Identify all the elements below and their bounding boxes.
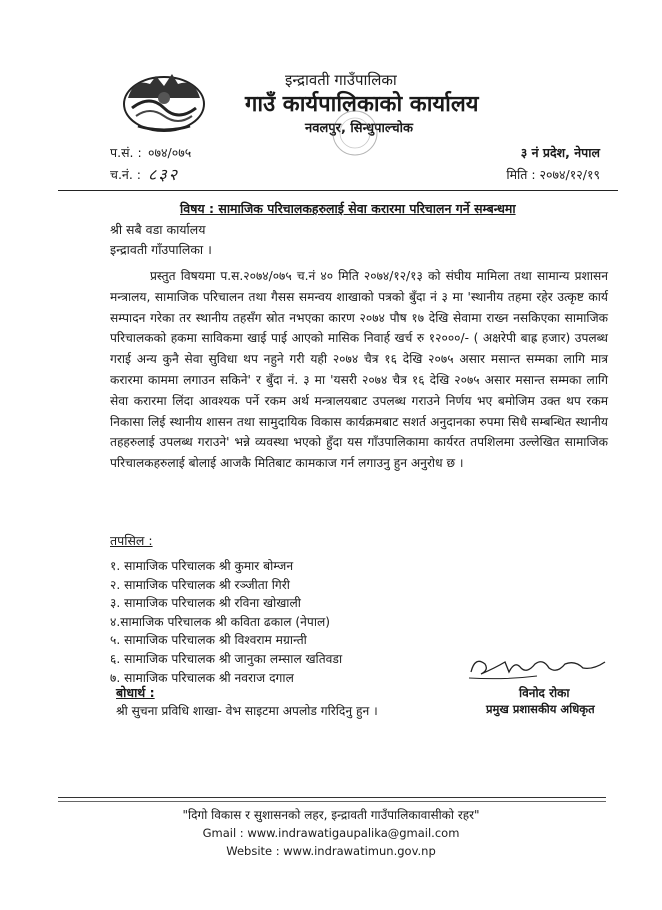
office-name: गाउँ कार्यपालिकाको कार्यालय (245, 92, 479, 117)
list-item: ५. सामाजिक परिचालक श्री विश्वराम मग्रान्ती (110, 633, 307, 648)
province-label: ३ नं प्रदेश, नेपाल (520, 145, 600, 160)
office-stamp (330, 108, 380, 158)
recipient-line-2: इन्द्रावती गाँउपालिका । (110, 242, 212, 257)
recipient-address (110, 220, 212, 260)
signatory-title: प्रमुख प्रशासकीय अधिकृत (486, 702, 595, 716)
letter-body: प्रस्तुत विषयमा प.स.२०७४/०७५ च.नं ४० मिति २०७४/१२/१३ को संघीय मामिला तथा सामान्य प्रशासन मन्त्रालय, सामाजिक परिचालन तथा गैसस समन्वय शाखाको पत्रको बुँदा नं ३ मा 'स्थानीय तहमा रहेर उत्कृष्ट कार्य सम्पादन गरेका तर स्थानीय तहसँग स्रोत नभएका कारण २०७४ पौष १७ देखि सेवामा राख्न नसकिएका सामाजिक परिचालकको हकमा साविकमा खाई पाई आएको मासिक निवार्ह खर्च रु १२०००/- ( अक्षरेपी बाह्र हजार) उपलब्ध गराई अन्य कुनै सेवा सुविधा थप नहुने गरी यही २०७४ चैत्र १६ देखि २०७५ असार मसान्त सम्मका लागि मात्र करारमा काममा लगाउन सकिने' र बुँदा नं. ३ मा 'यसरी २०७४ चैत्र १६ देखि २०७५ असार मसान्त सम्मका लागि सेवा करारमा लिंदा आवश्यक पर्ने रकम अर्थ मन्त्रालयबाट उपलब्ध गराउने निर्णय भए बमोजिम उक्त थप रकम निकासा लिई स्थानीय शासन तथा सामुदायिक विकास कार्यक्रमबाट सशर्त अनुदानका रुपमा सिधै सम्बन्धित स्थानीय तहहरुलाई उपलब्ध गराउने' भन्ने व्यवस्था भएको हुँदा यस गाँउपालिकामा कार्यरत तपशिलमा उल्लेखित सामाजिक परिचालकहरुलाई बोलाई आजकै मितिबाट कामकाज गर्न लगाउनु हुन अनुरोध छ । (110, 269, 608, 471)
header-divider (58, 190, 618, 191)
organization-name: इन्द्रावती गाउँपालिका (285, 71, 397, 89)
list-item: १. सामाजिक परिचालक श्री कुमार बोम्जन (110, 559, 294, 573)
tapsil-heading: तपसिल : (110, 533, 153, 548)
bodhartha-text: श्री सुचना प्रविधि शाखा- वेभ साइटमा अपलोड गरिदिनु हुन । (116, 704, 378, 718)
reference-block (110, 142, 191, 186)
list-item: २. सामाजिक परिचालक श्री रञ्जीता गिरी (110, 577, 290, 592)
letter-date: मिति : २०७४/१२/१९ (506, 167, 600, 182)
footer-divider (58, 797, 606, 798)
dispatch-number-label: च.नं. : (110, 167, 142, 182)
office-location: नवलपुर, सिन्धुपाल्चोक (305, 121, 414, 136)
recipient-line-1: श्री सबै वडा कार्यालय (110, 222, 206, 237)
signatory-name: विनोद रोका (519, 686, 570, 700)
nepal-emblem-logo (120, 68, 208, 134)
footer-divider-secondary (58, 801, 606, 802)
list-item: ४.सामाजिक परिचालक श्री कविता ढकाल (नेपाल) (110, 614, 331, 629)
footer-gmail: Gmail : www.indrawatigaupalika@gmail.com (202, 826, 460, 840)
footer-slogan: "दिगो विकास र सुशासनको लहर, इन्द्रावती गाउँपालिकावासीको रहर" (182, 808, 480, 822)
footer-website: Website : www.indrawatimun.gov.np (226, 844, 436, 858)
list-item: ७. सामाजिक परिचालक श्री नवराज दगाल (110, 670, 294, 685)
dispatch-number-value: ८३२ (148, 165, 179, 184)
footer (0, 806, 662, 860)
province-date-block (506, 142, 600, 186)
letter-subject: विषय : सामाजिक परिचालकहरुलाई सेवा करारमा परिचालन गर्ने सम्बन्धमा (180, 201, 516, 216)
ref-number-value: ०७४/०७५ (148, 145, 192, 160)
list-item: ३. सामाजिक परिचालक श्री रविना खोखाली (110, 596, 301, 611)
list-item: ६. सामाजिक परिचालक श्री जानुका लम्साल खतिवडा (110, 651, 343, 666)
ref-number-label: प.सं. : (110, 145, 142, 160)
bodhartha-heading: बोधार्थ : (116, 685, 155, 700)
tapsil-list (110, 557, 342, 687)
handwritten-signature (465, 650, 615, 684)
